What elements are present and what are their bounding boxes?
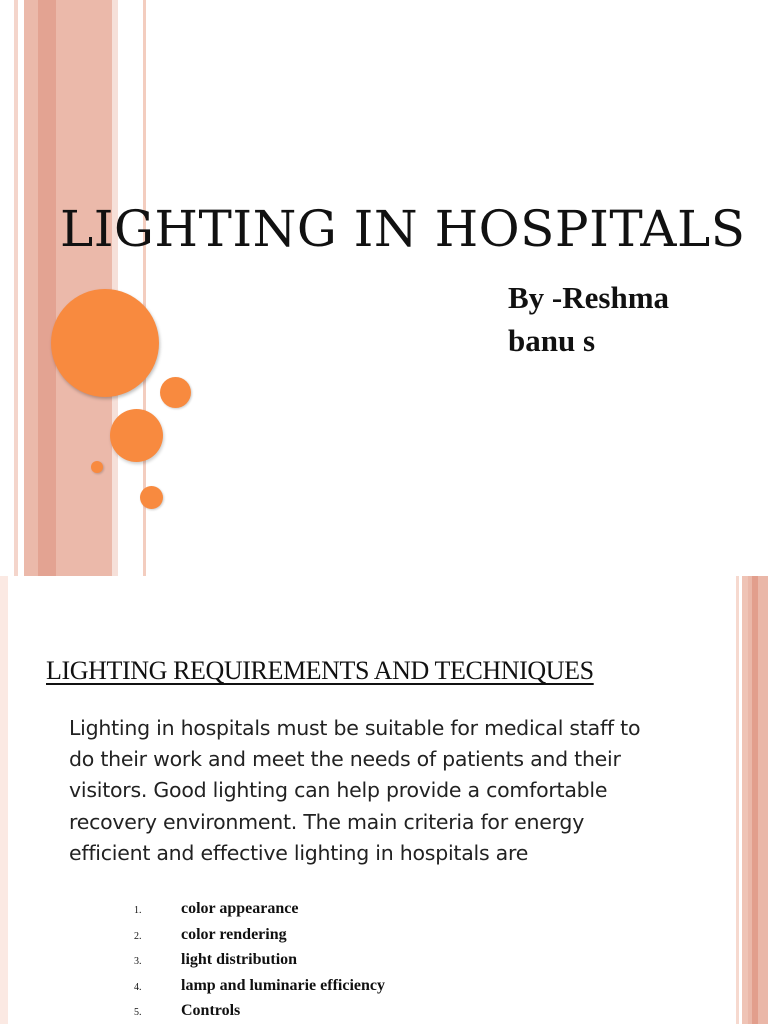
list-number: 2.: [134, 930, 142, 942]
decorative-circle-small: [160, 377, 191, 408]
criteria-list: [134, 900, 385, 1028]
decorative-stripe: [0, 576, 8, 1024]
list-item: [134, 951, 385, 977]
decorative-circle-medium: [110, 409, 163, 462]
decorative-circle-large: [51, 289, 159, 397]
section-heading: LIGHTING REQUIREMENTS AND TECHNIQUES: [46, 656, 594, 685]
list-item: [134, 900, 385, 926]
decorative-stripe: [14, 0, 18, 576]
list-label: lamp and luminarie efficiency: [181, 976, 385, 994]
list-number: 5.: [134, 1007, 142, 1018]
list-label: light distribution: [181, 951, 298, 968]
byline-line: banu s: [508, 323, 596, 358]
decorative-stripe: [112, 0, 118, 576]
decorative-stripe: [736, 576, 739, 1024]
decorative-circle-tiny: [91, 461, 103, 473]
slide-title: LIGHTING IN HOSPITALS: [60, 200, 746, 258]
decorative-stripe: [748, 576, 768, 1024]
list-label: color appearance: [181, 900, 299, 917]
decorative-stripe: [752, 576, 758, 1024]
list-label: Controls: [181, 1002, 241, 1019]
byline-line: By -Reshma: [508, 280, 670, 315]
intro-paragraph: Lighting in hospitals must be suitable for medical staff to do their work and meet the needs of patients and their visitors. Good lighting can help provide a comfortable recovery environment. The main criteria for energy efficient and effective lighting in hospitals are: [69, 716, 641, 865]
list-item: [134, 926, 385, 952]
decorative-circle-small: [140, 486, 163, 509]
list-label: color rendering: [181, 925, 287, 943]
list-number: 3.: [134, 956, 142, 967]
list-item: [134, 977, 385, 1003]
list-number: 4.: [134, 981, 142, 993]
decorative-stripe: [38, 0, 56, 576]
author-byline: [508, 276, 748, 362]
list-number: 1.: [134, 905, 142, 916]
